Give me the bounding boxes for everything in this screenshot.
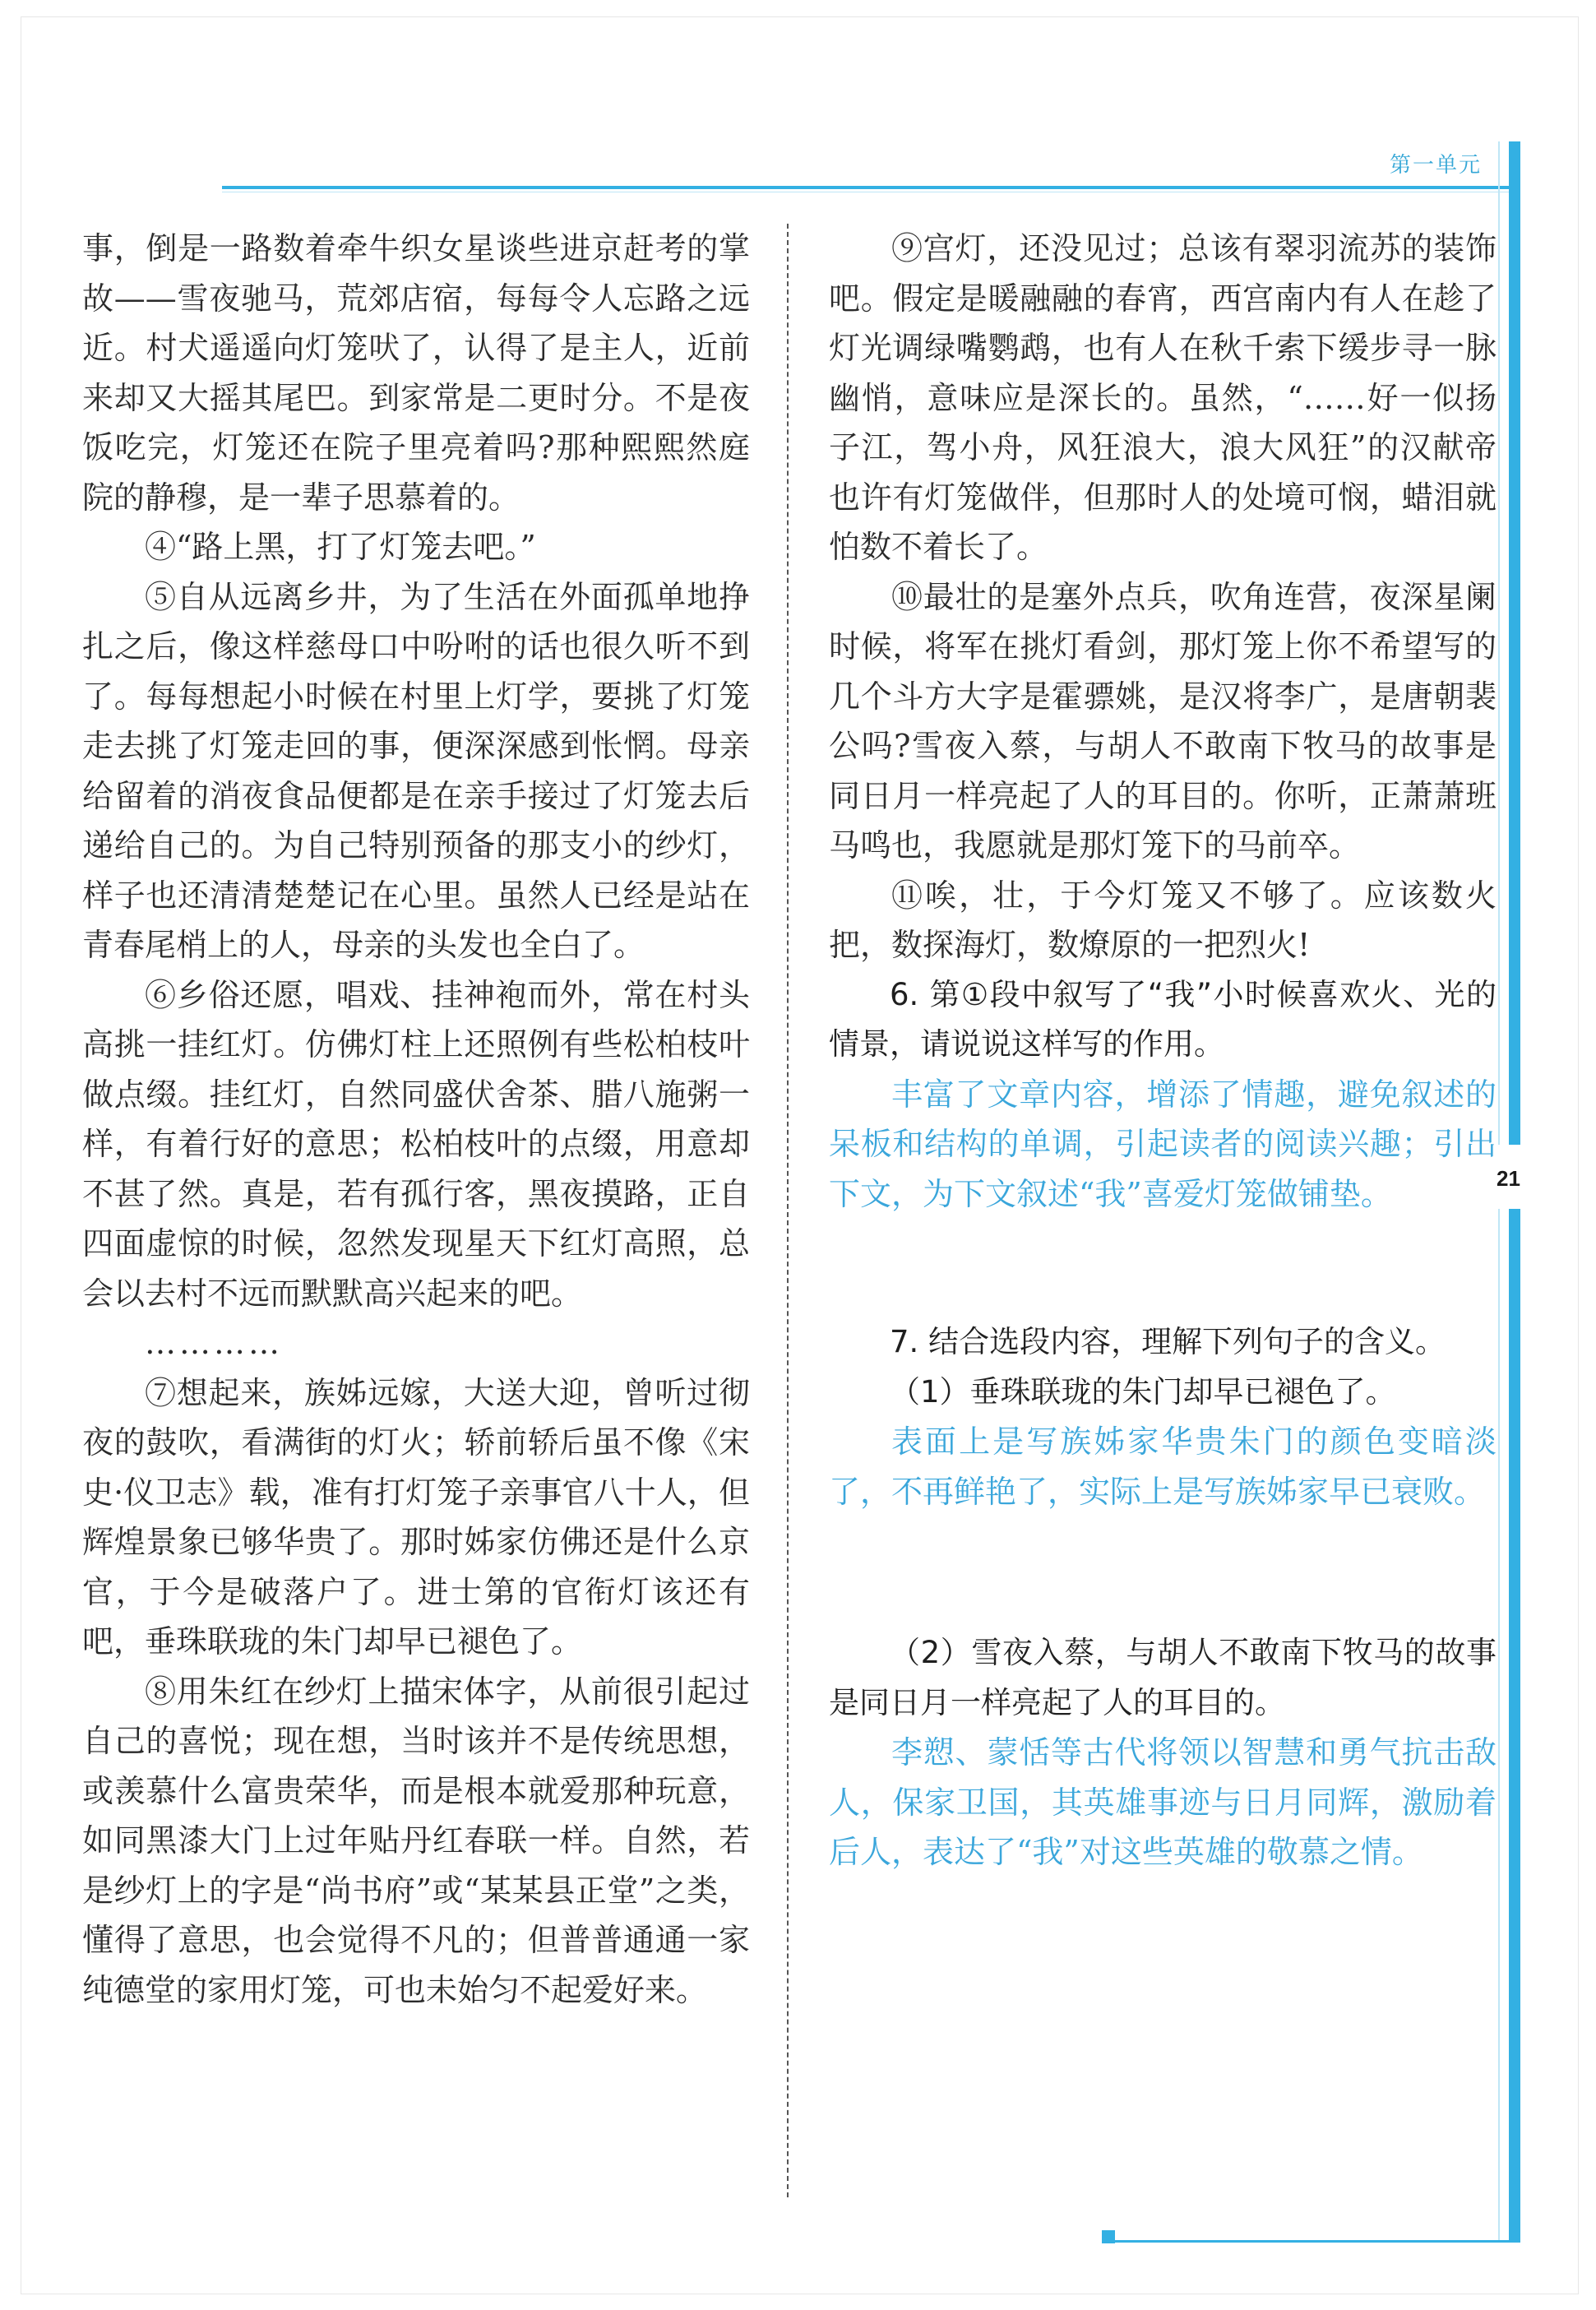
answer-space xyxy=(829,1516,1497,1628)
page-number: 21 xyxy=(1497,1166,1520,1191)
unit-label: 第一单元 xyxy=(1390,153,1483,178)
answer-6: 丰富了文章内容，增添了情趣，避免叙述的呆板和结构的单调，引起读者的阅读兴趣；引出下文，为下文叙述“我”喜爱灯笼做铺垫。 xyxy=(829,1076,1497,1212)
answer-7-2: 李愬、蒙恬等古代将领以智慧和勇气抗击敌人，保家卫国，其英雄事迹与日月同辉，激励着后人，表达了“我”对这些英雄的敬慕之情。 xyxy=(829,1734,1497,1870)
omission-dots: ………… xyxy=(145,1325,283,1361)
paragraph-11: ⑪唉，壮，于今灯笼又不够了。应该数火把，数探海灯，数燎原的一把烈火! xyxy=(829,877,1497,963)
header-rule xyxy=(222,186,1517,189)
question-6: 6. 第①段中叙写了“我”小时候喜欢火、光的情景，请说说这样写的作用。 xyxy=(829,976,1497,1062)
question-7-1: （1）垂珠联珑的朱门却早已褪色了。 xyxy=(890,1373,1396,1410)
paragraph-5: ⑤自从远离乡井，为了生活在外面孤单地挣扎之后，像这样慈母口中吩咐的话也很久听不到了。每每想起小时候在村里上灯学，要挑了灯笼走去挑了灯笼走回的事，便深深感到怅惘。母亲给留着的消夜食品便都是在亲手接过了灯笼去后递给自己的。为自己特别预备的那支小的纱灯，样子也还清清楚楚记在心里。虽然人已经是站在青春尾梢上的人，母亲的头发也全白了。 xyxy=(82,578,750,963)
question-7: 7. 结合选段内容，理解下列句子的含义。 xyxy=(890,1324,1446,1359)
paragraph-4: ④“路上黑，打了灯笼去吧。” xyxy=(145,529,536,565)
paragraph-10: ⑩最壮的是塞外点兵，吹角连营，夜深星阑时候，将军在挑灯看剑，那灯笼上你不希望写的几个斗方大字是霍骠姚，是汉将李广，是唐朝裴公吗?雪夜入蔡，与胡人不敢南下牧马的故事是同日月一样亮起了人的耳目的。你听，正萧萧班马鸣也，我愿就是那灯笼下的马前卒。 xyxy=(829,578,1497,863)
paragraph-7: ⑦想起来，族姊远嫁，大送大迎，曾听过彻夜的鼓吹，看满街的灯火；轿前轿后虽不像《宋史·仪卫志》载，准有打灯笼子亲事官八十人，但辉煌景象已够华贵了。那时姊家仿佛还是什么京官，于今是破落户了。进士第的官衔灯该还有吧，垂珠联珑的朱门却早已褪色了。 xyxy=(82,1374,750,1660)
question-7-2: （2）雪夜入蔡，与胡人不敢南下牧马的故事是同日月一样亮起了人的耳目的。 xyxy=(829,1635,1497,1720)
paragraph-8: ⑧用朱红在纱灯上描宋体字，从前很引起过自己的喜悦；现在想，当时该并不是传统思想，或羡慕什么富贵荣华，而是根本就爱那种玩意，如同黑漆大门上过年贴丹红春联一样。自然，若是纱灯上的字是“尚书府”或“某某县正堂”之类，懂得了意思，也会觉得不凡的；但普普通通一家纯德堂的家用灯笼，可也未始匀不起爱好来。 xyxy=(82,1673,750,2008)
paragraph-3-continued: 事，倒是一路数着牵牛织女星谈些进京赶考的掌故——雪夜驰马，荒郊店宿，每每令人忘路之远近。村犬遥遥向灯笼吠了，认得了是主人，近前来却又大摇其尾巴。到家常是二更时分。不是夜饭吃完，灯笼还在院子里亮着吗?那种熙熙然庭院的静穆，是一辈子思慕着的。 xyxy=(82,230,750,516)
left-column xyxy=(82,224,750,2015)
answer-space xyxy=(829,1219,1497,1317)
right-column xyxy=(829,224,1497,1877)
column-divider xyxy=(787,224,789,2197)
paragraph-9: ⑨宫灯，还没见过；总该有翠羽流苏的装饰吧。假定是暖融融的春宵，西宫南内有人在趁了灯光调绿嘴鹦鹉，也有人在秋千索下缓步寻一脉幽悄，意味应是深长的。虽然，“……好一似扬子江，驾小舟，风狂浪大，浪大风狂”的汉献帝也许有灯笼做伴，但那时人的处境可悯，蜡泪就怕数不着长了。 xyxy=(829,230,1497,565)
bottom-rule xyxy=(1102,2240,1517,2243)
paragraph-6: ⑥乡俗还愿，唱戏、挂神袍而外，常在村头高挑一挂红灯。仿佛灯柱上还照例有些松柏枝叶做点缀。挂红灯，自然同盛伏舍茶、腊八施粥一样，有着行好的意思；松柏枝叶的点缀，用意却不甚了然。真是，若有孤行客，黑夜摸路，正自四面虚惊的时候，忽然发现星天下红灯高照，总会以去村不远而默默高兴起来的吧。 xyxy=(82,976,750,1312)
answer-7-1: 表面上是写族姊家华贵朱门的颜色变暗淡了，不再鲜艳了，实际上是写族姊家早已衰败。 xyxy=(829,1423,1497,1510)
